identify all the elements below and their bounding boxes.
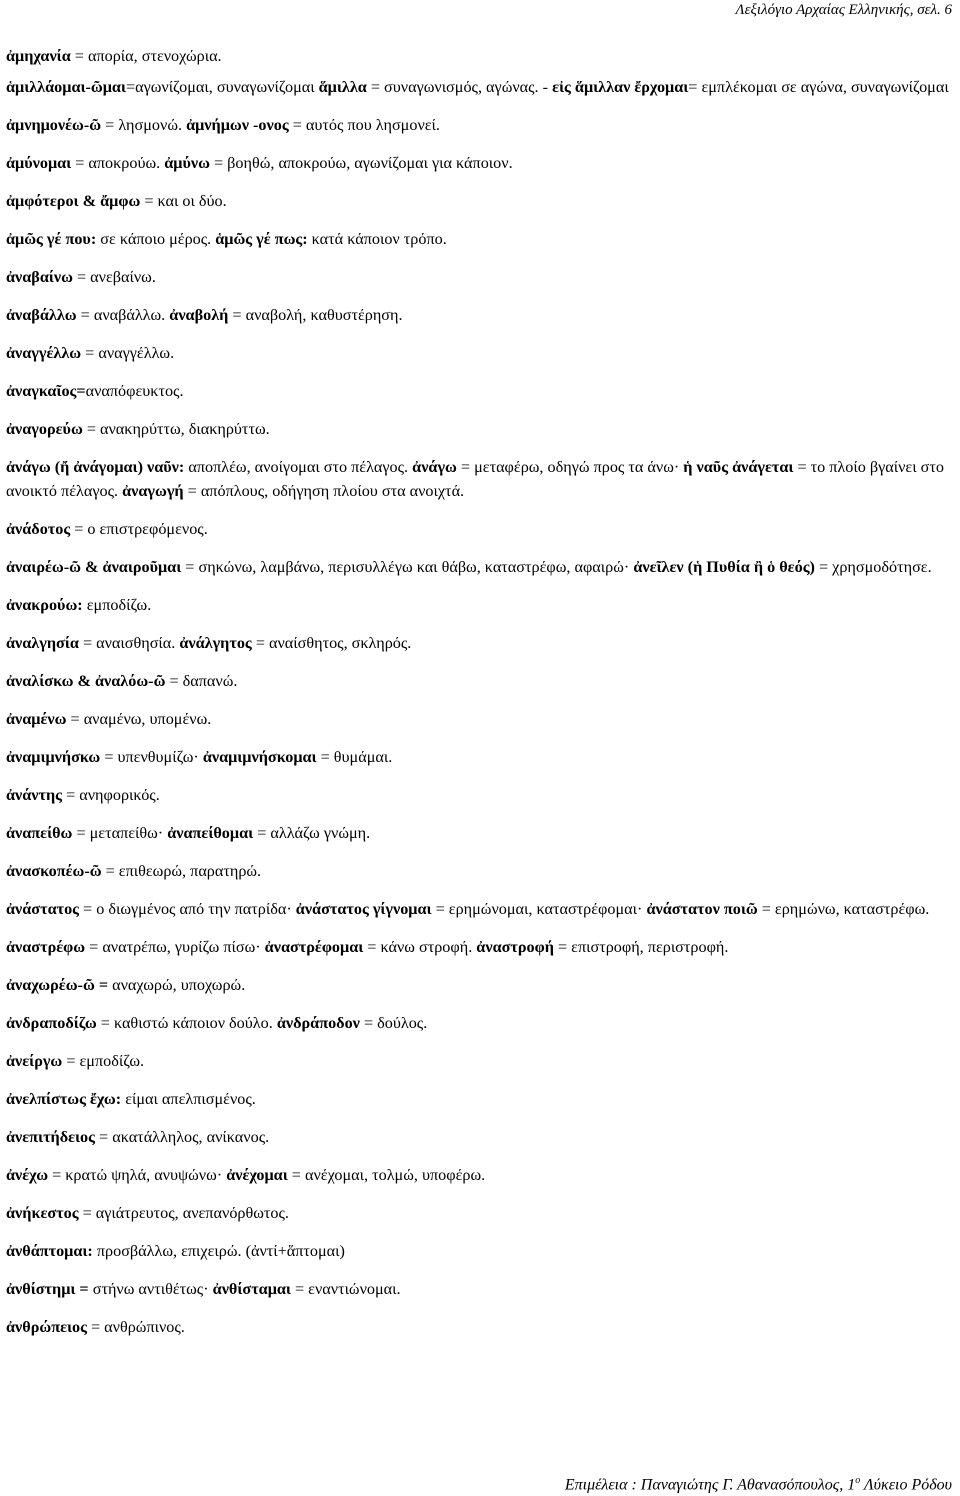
glossary-entries	[6, 44, 954, 1353]
glossary-entry	[6, 341, 954, 365]
entry-headword: ἀνακρούω:	[6, 596, 83, 614]
entry-headword: ἀναγκαῖος=	[6, 382, 86, 400]
footer-superscript: ο	[855, 1475, 861, 1486]
entry-headword: ἀνέχομαι	[226, 1166, 288, 1184]
entry-definition: = ερημώνω, καταστρέφω.	[757, 900, 930, 918]
entry-headword: ἀνήκεστος	[6, 1204, 79, 1222]
entry-headword: ἀναστροφή	[476, 938, 554, 956]
entry-headword: ἀνάντης	[6, 786, 63, 804]
glossary-entry	[6, 593, 954, 617]
page-footer	[0, 1470, 952, 1496]
entry-definition: = αναβολή, καθυστέρηση.	[228, 306, 403, 324]
glossary-entry	[6, 151, 954, 175]
glossary-entry	[6, 44, 954, 68]
entry-definition: = λησμονώ.	[101, 116, 187, 134]
entry-definition: = κρατώ ψηλά, ανυψώνω·	[48, 1166, 227, 1184]
glossary-entry	[6, 897, 954, 921]
entry-headword: ἀνελπίστως ἔχω:	[6, 1090, 122, 1108]
entry-headword: ἀμύνομαι	[6, 154, 72, 172]
entry-definition: = μεταφέρω, οδηγώ προς τα άνω·	[456, 458, 684, 476]
glossary-entry	[6, 303, 954, 327]
entry-headword: ἀνεῖλεν (ἡ Πυθία ἢ ὁ θεός)	[633, 558, 815, 576]
entry-headword: ἀναπείθω	[6, 824, 73, 842]
entry-headword: ἀναγορεύω	[6, 420, 83, 438]
entry-headword: ἅμιλλα	[318, 78, 367, 96]
entry-headword: ἀνασκοπέω-ῶ	[6, 862, 102, 880]
entry-definition: = ερημώνομαι, καταστρέφομαι·	[431, 900, 647, 918]
entry-definition: = ο επιστρεφόμενος.	[70, 520, 208, 538]
entry-headword: ἀνθίσταμαι	[212, 1280, 291, 1298]
entry-definition: = απόπλους, οδήγηση πλοίου στα ανοιχτά.	[183, 482, 465, 500]
entry-headword: ἀνεπιτήδειος	[6, 1128, 95, 1146]
entry-definition: = και οι δύο.	[140, 192, 227, 210]
entry-definition: = ανακηρύττω, διακηρύττω.	[82, 420, 270, 438]
glossary-entry	[6, 113, 954, 137]
glossary-entry	[6, 75, 954, 99]
glossary-entry	[6, 1277, 954, 1301]
entry-definition: = αποκρούω.	[71, 154, 165, 172]
glossary-entry	[6, 745, 954, 769]
entry-headword: ἀναλγησία	[6, 634, 79, 652]
entry-definition: = μεταπείθω·	[72, 824, 168, 842]
entry-definition: προσβάλλω, επιχειρώ. (ἀντί+ἅπτομαι)	[92, 1242, 345, 1260]
entry-definition: = βοηθώ, αποκρούω, αγωνίζομαι για κάποιον.	[209, 154, 513, 172]
entry-definition: =αγωνίζομαι, συναγωνίζομαι	[125, 78, 319, 96]
glossary-entry	[6, 1125, 954, 1149]
entry-headword: ἀνείργω	[6, 1052, 63, 1070]
footer-text-after: Λύκειο Ρόδου	[860, 1476, 952, 1494]
glossary-entry	[6, 517, 954, 541]
entry-headword: ἀνθίστημι =	[6, 1280, 89, 1298]
entry-headword: ἀναμιμνήσκω	[6, 748, 101, 766]
entry-definition: = αναισθησία.	[78, 634, 180, 652]
entry-definition: = συναγωνισμός, αγώνας. -	[366, 78, 553, 96]
entry-definition: αναπόφευκτος.	[85, 382, 184, 400]
entry-headword: ἀναβάλλω	[6, 306, 77, 324]
entry-definition: = αναγγέλλω.	[81, 344, 175, 362]
entry-headword: ἀναστρέφω	[6, 938, 86, 956]
entry-definition: = χρησμοδότησε.	[814, 558, 932, 576]
entry-headword: ἀνάδοτος	[6, 520, 71, 538]
glossary-entry	[6, 417, 954, 441]
entry-headword: ἀνθάπτομαι:	[6, 1242, 93, 1260]
entry-definition: = υπενθυμίζω·	[100, 748, 203, 766]
entry-headword: ἀνάγω	[412, 458, 457, 476]
glossary-entry	[6, 669, 954, 693]
glossary-entry	[6, 821, 954, 845]
entry-headword: ἁμιλλάομαι-ῶμαι	[6, 78, 126, 96]
entry-headword: ἀναμιμνήσκομαι	[202, 748, 317, 766]
entry-headword: ἀνδραποδίζω	[6, 1014, 97, 1032]
entry-headword: ἀναγγέλλω	[6, 344, 82, 362]
entry-headword: ἀνδράποδον	[276, 1014, 360, 1032]
glossary-entry	[6, 379, 954, 403]
entry-definition: σε κάποιο μέρος.	[96, 230, 216, 248]
entry-definition: = εναντιώνομαι.	[290, 1280, 401, 1298]
entry-headword: ἀνάστατος γίγνομαι	[295, 900, 432, 918]
glossary-entry	[6, 1315, 954, 1339]
entry-headword: ἀνάλγητος	[179, 634, 252, 652]
entry-headword: ἀναλίσκω & ἀναλόω-ῶ	[6, 672, 166, 690]
entry-definition: = κάνω στροφή.	[363, 938, 477, 956]
glossary-entry	[6, 859, 954, 883]
glossary-entry	[6, 935, 954, 959]
entry-headword: ἀμηχανία	[6, 47, 71, 65]
entry-definition: = αναίσθητος, σκληρός.	[251, 634, 412, 652]
entry-headword: ἀνθρώπειος	[6, 1318, 87, 1336]
entry-headword: ἀναπείθομαι	[167, 824, 254, 842]
entry-headword: ἀμνημονέω-ῶ	[6, 116, 102, 134]
glossary-entry	[6, 1163, 954, 1187]
entry-definition: = επιθεωρώ, παρατηρώ.	[101, 862, 262, 880]
entry-definition: αποπλέω, ανοίγομαι στο πέλαγος.	[184, 458, 413, 476]
entry-definition: = ανατρέπω, γυρίζω πίσω·	[85, 938, 265, 956]
entry-definition: = επιστροφή, περιστροφή.	[553, 938, 729, 956]
entry-definition: = αναβάλλω.	[76, 306, 170, 324]
glossary-entry	[6, 455, 954, 503]
entry-headword: ἀνάστατος	[6, 900, 79, 918]
glossary-entry	[6, 783, 954, 807]
entry-definition: = απορία, στενοχώρια.	[70, 47, 222, 65]
entry-definition: = το πλοίο βγαίνει στο ανοικτό πέλαγος.	[6, 458, 944, 500]
entry-headword: ἀνάγω (ἤ ἀνάγομαι) ναῦν:	[6, 458, 185, 476]
entry-definition: = καθιστώ κάποιον δούλο.	[96, 1014, 277, 1032]
glossary-entry	[6, 555, 954, 579]
entry-definition: = ανηφορικός.	[62, 786, 160, 804]
glossary-entry	[6, 227, 954, 251]
entry-headword: ἀμῶς γέ που:	[6, 230, 97, 248]
glossary-entry	[6, 265, 954, 289]
entry-definition: στήνω αντιθέτως·	[88, 1280, 213, 1298]
entry-headword: ἀναμένω	[6, 710, 67, 728]
entry-definition: = εμπλέκομαι σε αγώνα, συναγωνίζομαι	[688, 78, 949, 96]
entry-definition: = ανέχομαι, τολμώ, υποφέρω.	[287, 1166, 486, 1184]
entry-headword: ἀναιρέω-ῶ & ἀναιροῦμαι	[6, 558, 182, 576]
entry-definition: = αλλάζω γνώμη.	[253, 824, 371, 842]
entry-definition: = εμποδίζω.	[62, 1052, 145, 1070]
glossary-entry	[6, 189, 954, 213]
entry-headword: ἡ ναῦς ἀνάγεται	[683, 458, 794, 476]
entry-definition: = αναμένω, υπομένω.	[66, 710, 212, 728]
entry-definition: = σηκώνω, λαμβάνω, περισυλλέγω και θάβω, καταστρέφω, αφαιρώ·	[181, 558, 634, 576]
glossary-entry	[6, 1239, 954, 1263]
entry-headword: ἀμφότεροι & ἄμφω	[6, 192, 141, 210]
glossary-entry	[6, 631, 954, 655]
entry-definition: είμαι απελπισμένος.	[121, 1090, 256, 1108]
glossary-entry	[6, 1011, 954, 1035]
entry-headword: ἁμῶς γέ πως:	[215, 230, 308, 248]
glossary-entry	[6, 707, 954, 731]
entry-definition: = δαπανώ.	[165, 672, 238, 690]
page-header: Λεξιλόγιο Αρχαίας Ελληνικής, σελ. 6	[735, 2, 952, 18]
entry-headword: ἀνάστατον ποιῶ	[646, 900, 758, 918]
entry-definition: αναχωρώ, υποχωρώ.	[108, 976, 246, 994]
entry-definition: = ακατάλληλος, ανίκανος.	[94, 1128, 270, 1146]
entry-headword: εἰς ἅμιλλαν ἔρχομαι	[552, 78, 689, 96]
entry-definition: = δούλος.	[359, 1014, 428, 1032]
glossary-entry	[6, 1049, 954, 1073]
entry-headword: ἀνέχω	[6, 1166, 49, 1184]
entry-headword: ἀναστρέφομαι	[264, 938, 364, 956]
entry-definition: = αγιάτρευτος, ανεπανόρθωτος.	[78, 1204, 289, 1222]
entry-definition: εμποδίζω.	[82, 596, 152, 614]
entry-definition: = αυτός που λησμονεί.	[288, 116, 440, 134]
entry-definition: = ανθρώπινος.	[86, 1318, 185, 1336]
entry-headword: ἀναχωρέω-ῶ =	[6, 976, 109, 994]
entry-headword: ἀμύνω	[164, 154, 210, 172]
entry-definition: = ο διωγμένος από την πατρίδα·	[79, 900, 296, 918]
entry-definition: = ανεβαίνω.	[72, 268, 156, 286]
glossary-entry	[6, 1201, 954, 1225]
entry-headword: ἀναγωγή	[122, 482, 184, 500]
glossary-entry	[6, 973, 954, 997]
entry-headword: ἀμνήμων -ονος	[186, 116, 289, 134]
entry-definition: = θυμάμαι.	[316, 748, 393, 766]
entry-headword: ἀναβολή	[169, 306, 229, 324]
footer-text: Επιμέλεια : Παναγιώτης Γ. Αθανασόπουλος, 1	[564, 1476, 856, 1494]
entry-definition: κατά κάποιον τρόπο.	[307, 230, 447, 248]
entry-headword: ἀναβαίνω	[6, 268, 73, 286]
glossary-entry	[6, 1087, 954, 1111]
